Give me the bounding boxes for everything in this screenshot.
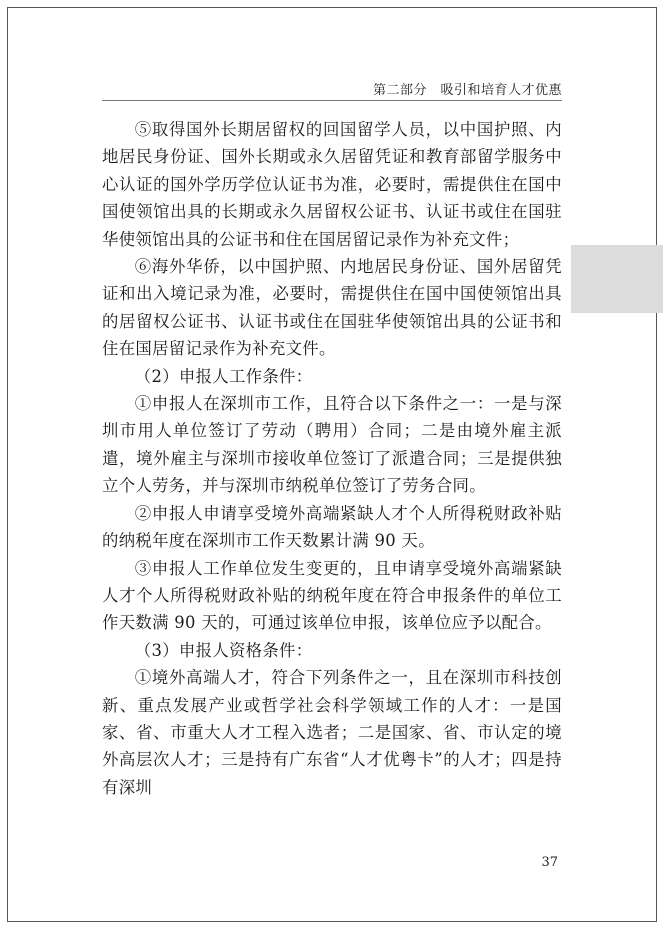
section-tab-marker (571, 245, 663, 313)
paragraph-qualification-1: ①境外高端人才，符合下列条件之一，且在深圳市科技创新、重点发展产业或哲学社会科学领域工作的人才：一是国家、省、市重大人才工程入选者；二是国家、省、市认定的境外高层次人才；三是持有广东省“人才优粤卡”的人才；四是持有深圳 (102, 668, 562, 797)
page-number: 37 (541, 855, 558, 870)
section-heading-qualification: （3）申报人资格条件： (134, 640, 313, 660)
paragraph-work-3: ③申报人工作单位发生变更的，且申请享受境外高端紧缺人才个人所得税财政补贴的纳税年度在符合申报条件的单位工作天数满 90 天的，可通过该单位申报，该单位应予以配合。 (102, 558, 562, 633)
header-rule (102, 100, 562, 101)
running-header: 第二部分 吸引和培育人才优惠 (372, 83, 562, 98)
paragraph-work-2: ②申报人申请享受境外高端紧缺人才个人所得税财政补贴的纳税年度在深圳市工作天数累计满 90 天。 (102, 503, 562, 551)
section-heading-work-conditions: （2）申报人工作条件： (134, 366, 313, 386)
paragraph-work-1: ①申报人在深圳市工作，且符合以下条件之一：一是与深圳市用人单位签订了劳动（聘用）合同；二是由境外雇主派遣，境外雇主与深圳市接收单位签订了派遣合同；三是提供独立个人劳务，并与深圳市纳税单位签订了劳务合同。 (102, 394, 562, 496)
paragraph-item-5: ⑤取得国外长期居留权的回国留学人员，以中国护照、内地居民身份证、国外长期或永久居留凭证和教育部留学服务中心认证的国外学历学位认证书为准，必要时，需提供住在国中国使领馆出具的长期或永久居留权公证书、认证书或住在国驻华使领馆出具的公证书和住在国居留记录作为补充文件； (102, 120, 562, 249)
paragraph-item-6: ⑥海外华侨，以中国护照、内地居民身份证、国外居留凭证和出入境记录为准，必要时，需提供住在国中国使领馆出具的居留权公证书、认证书或住在国驻华使领馆出具的公证书和住在国居留记录作为补充文件。 (102, 257, 562, 359)
body-text (102, 116, 562, 801)
